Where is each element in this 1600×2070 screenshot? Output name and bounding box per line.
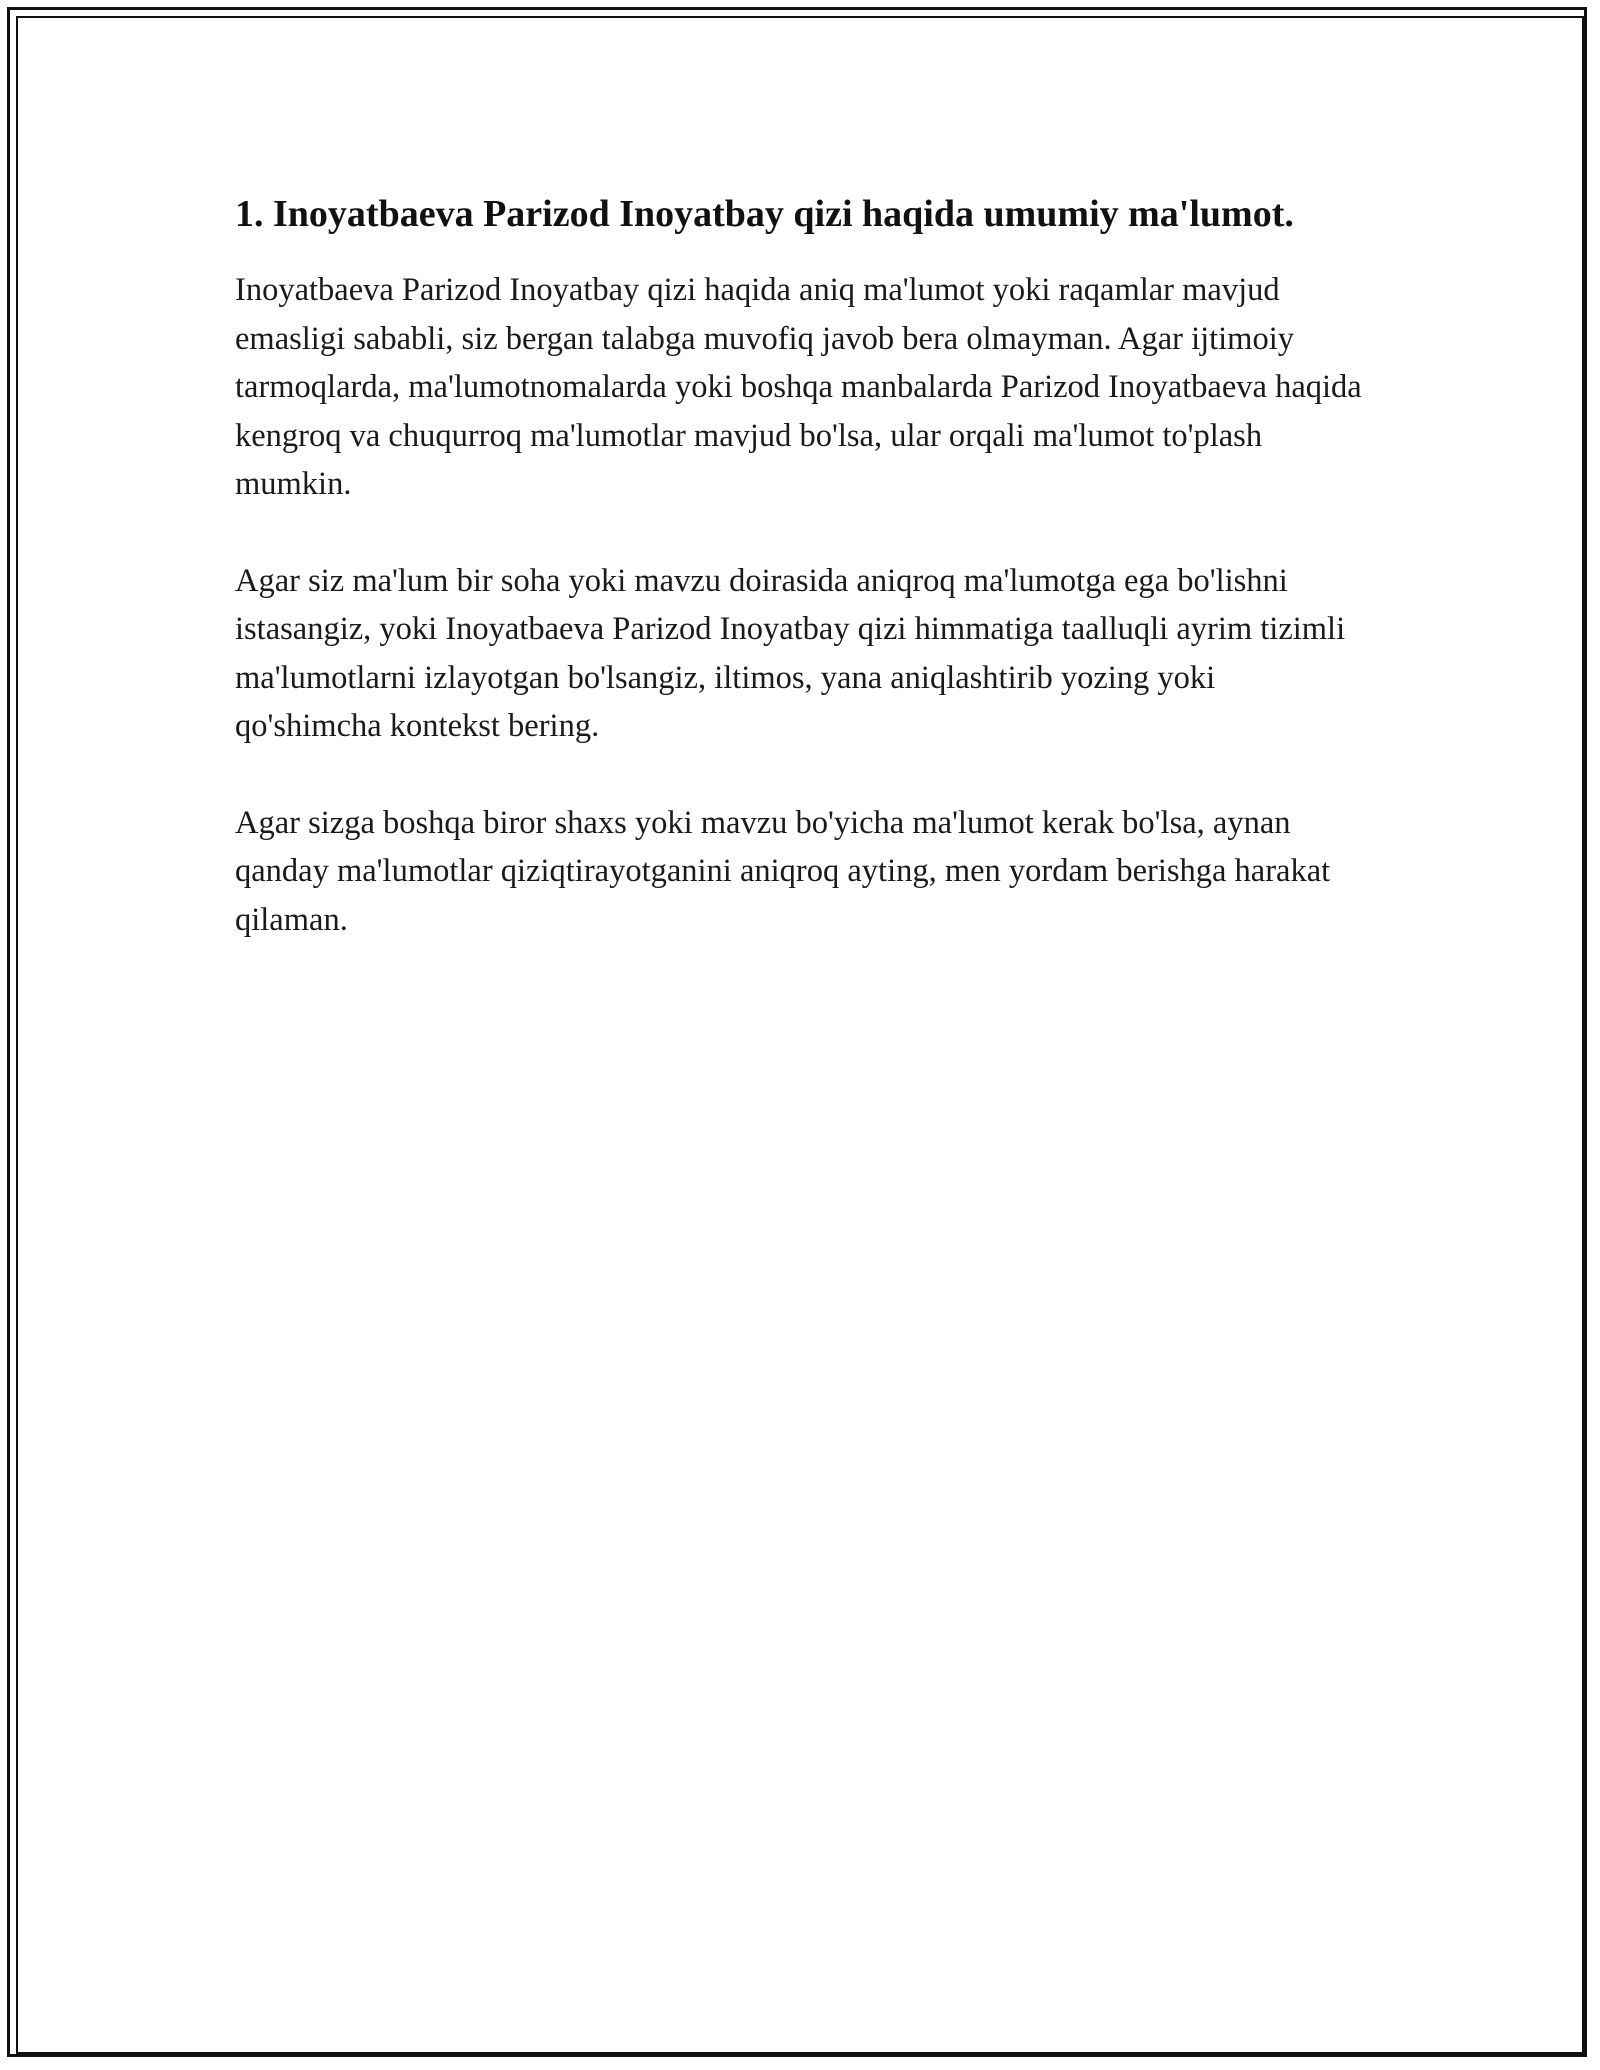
document-body [235, 186, 1365, 992]
section-heading: 1. Inoyatbaeva Parizod Inoyatbay qizi haqida umumiy ma'lumot. [235, 193, 1294, 235]
paragraph-2: Agar siz ma'lum bir soha yoki mavzu doirasida aniqroq ma'lumotga ega bo'lishni istasangiz, yoki Inoyatbaeva Parizod Inoyatbay qizi himmatiga taalluqli ayrim tizimli ma'lumotlarni izlayotgan bo'lsangiz, iltimos, yana aniqlashtirib yozing yoki qo'shimcha kontekst bering. [235, 562, 1346, 744]
paragraph-3: Agar sizga boshqa biror shaxs yoki mavzu bo'yicha ma'lumot kerak bo'lsa, aynan qanday ma'lumotlar qiziqtirayotganini aniqroq ayting, men yordam berishga harakat qilaman. [235, 804, 1331, 938]
paragraph-1: Inoyatbaeva Parizod Inoyatbay qizi haqida aniq ma'lumot yoki raqamlar mavjud emasligi sababli, siz bergan talabga muvofiq javob bera olmayman. Agar ijtimoiy tarmoqlarda, ma'lumotnomalarda yoki boshqa manbalarda Parizod Inoyatbaeva haqida kengroq va chuqurroq ma'lumotlar mavjud bo'lsa, ular orqali ma'lumot to'plash mumkin. [235, 272, 1362, 502]
